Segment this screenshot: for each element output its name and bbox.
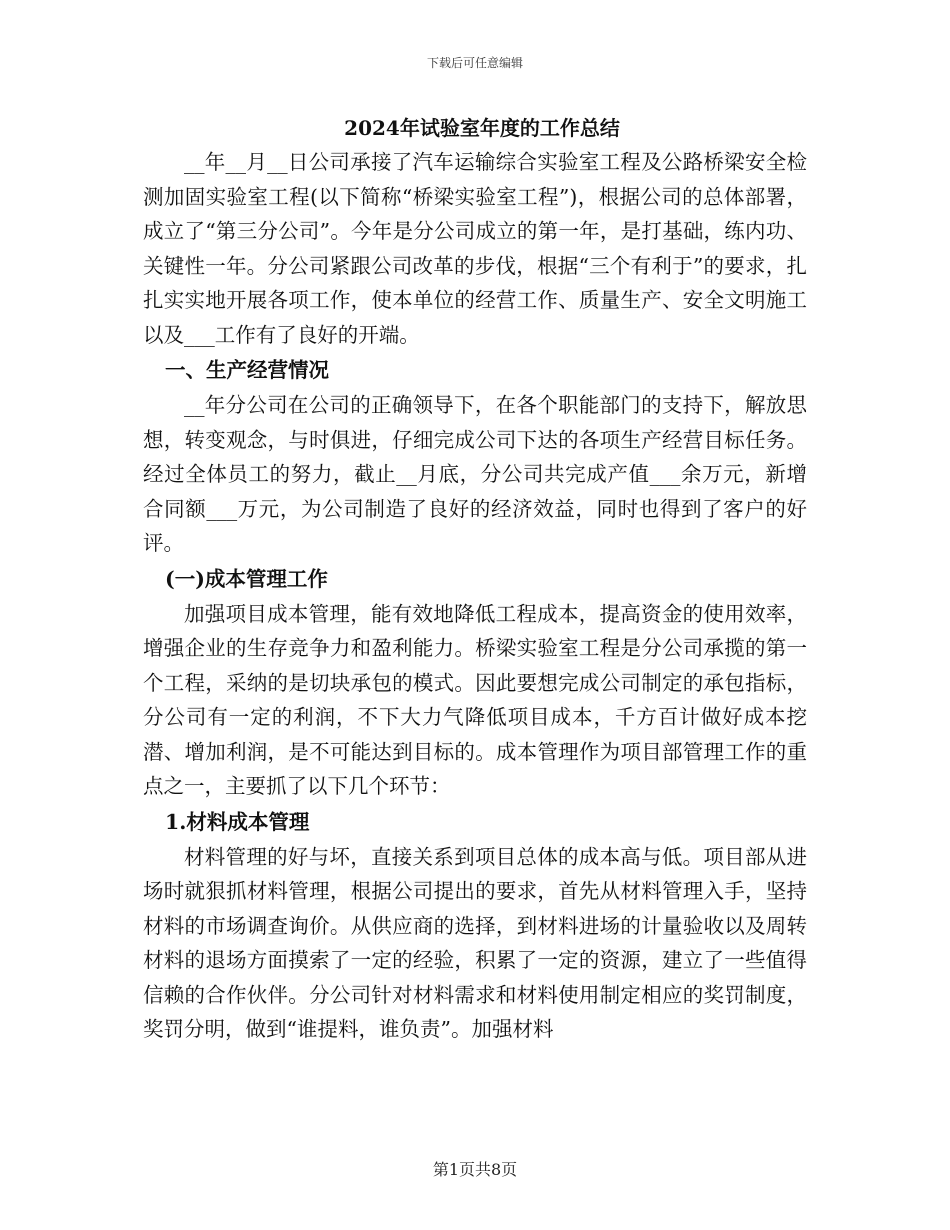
cost-paragraph: 加强项目成本管理，能有效地降低工程成本，提高资金的使用效率，增强企业的生存竞争力和盈利能力。桥梁实验室工程是分公司承揽的第一个工程，采纳的是切块承包的模式。因此要想完成公司制定的承包指标，分公司有一定的利润，不下大力气降低项目成本，千方百计做好成本挖潜、增加利润，是不可能达到目标的。成本管理作为项目部管理工作的重点之一，主要抓了以下几个环节： (143, 601, 807, 798)
item-heading-material: 1.材料成本管理 (165, 809, 310, 834)
production-paragraph: __年分公司在公司的正确领导下，在各个职能部门的支持下，解放思想，转变观念，与时俱进，仔细完成公司下达的各项生产经营目标任务。经过全体员工的努力，截止__月底，分公司共完成产值___余万元，新增合同额___万元，为公司制造了良好的经济效益，同时也得到了客户的好评。 (143, 393, 807, 555)
subsection-heading-cost: (一)成本管理工作 (165, 566, 328, 591)
section-heading-production: 一、生产经营情况 (165, 358, 329, 382)
document-title: 2024年试验室年度的工作总结 (344, 116, 620, 140)
intro-paragraph: __年__月__日公司承接了汽车运输综合实验室工程及公路桥梁安全检测加固实验室工程(以下简称“桥梁实验室工程”)，根据公司的总体部署，成立了“第三分公司”。今年是分公司成立的第一年，是打基础，练内功、关键性一年。分公司紧跟公司改革的步伐，根据“三个有利于”的要求，扎扎实实地开展各项工作，使本单位的经营工作、质量生产、安全文明施工以及___工作有了良好的开端。 (143, 150, 807, 347)
document-body (143, 113, 807, 1047)
page-footer: 第1页共8页 (432, 1160, 518, 1179)
material-paragraph: 材料管理的好与坏，直接关系到项目总体的成本高与低。项目部从进场时就狠抓材料管理，根据公司提出的要求，首先从材料管理入手，坚持材料的市场调查询价。从供应商的选择，到材料进场的计量验收以及周转材料的退场方面摸索了一定的经验，积累了一定的资源，建立了一些值得信赖的合作伙伴。分公司针对材料需求和材料使用制定相应的奖罚制度，奖罚分明，做到“谁提料，谁负责”。加强材料 (143, 844, 807, 1041)
header-note: 下载后可任意编辑 (426, 56, 523, 70)
